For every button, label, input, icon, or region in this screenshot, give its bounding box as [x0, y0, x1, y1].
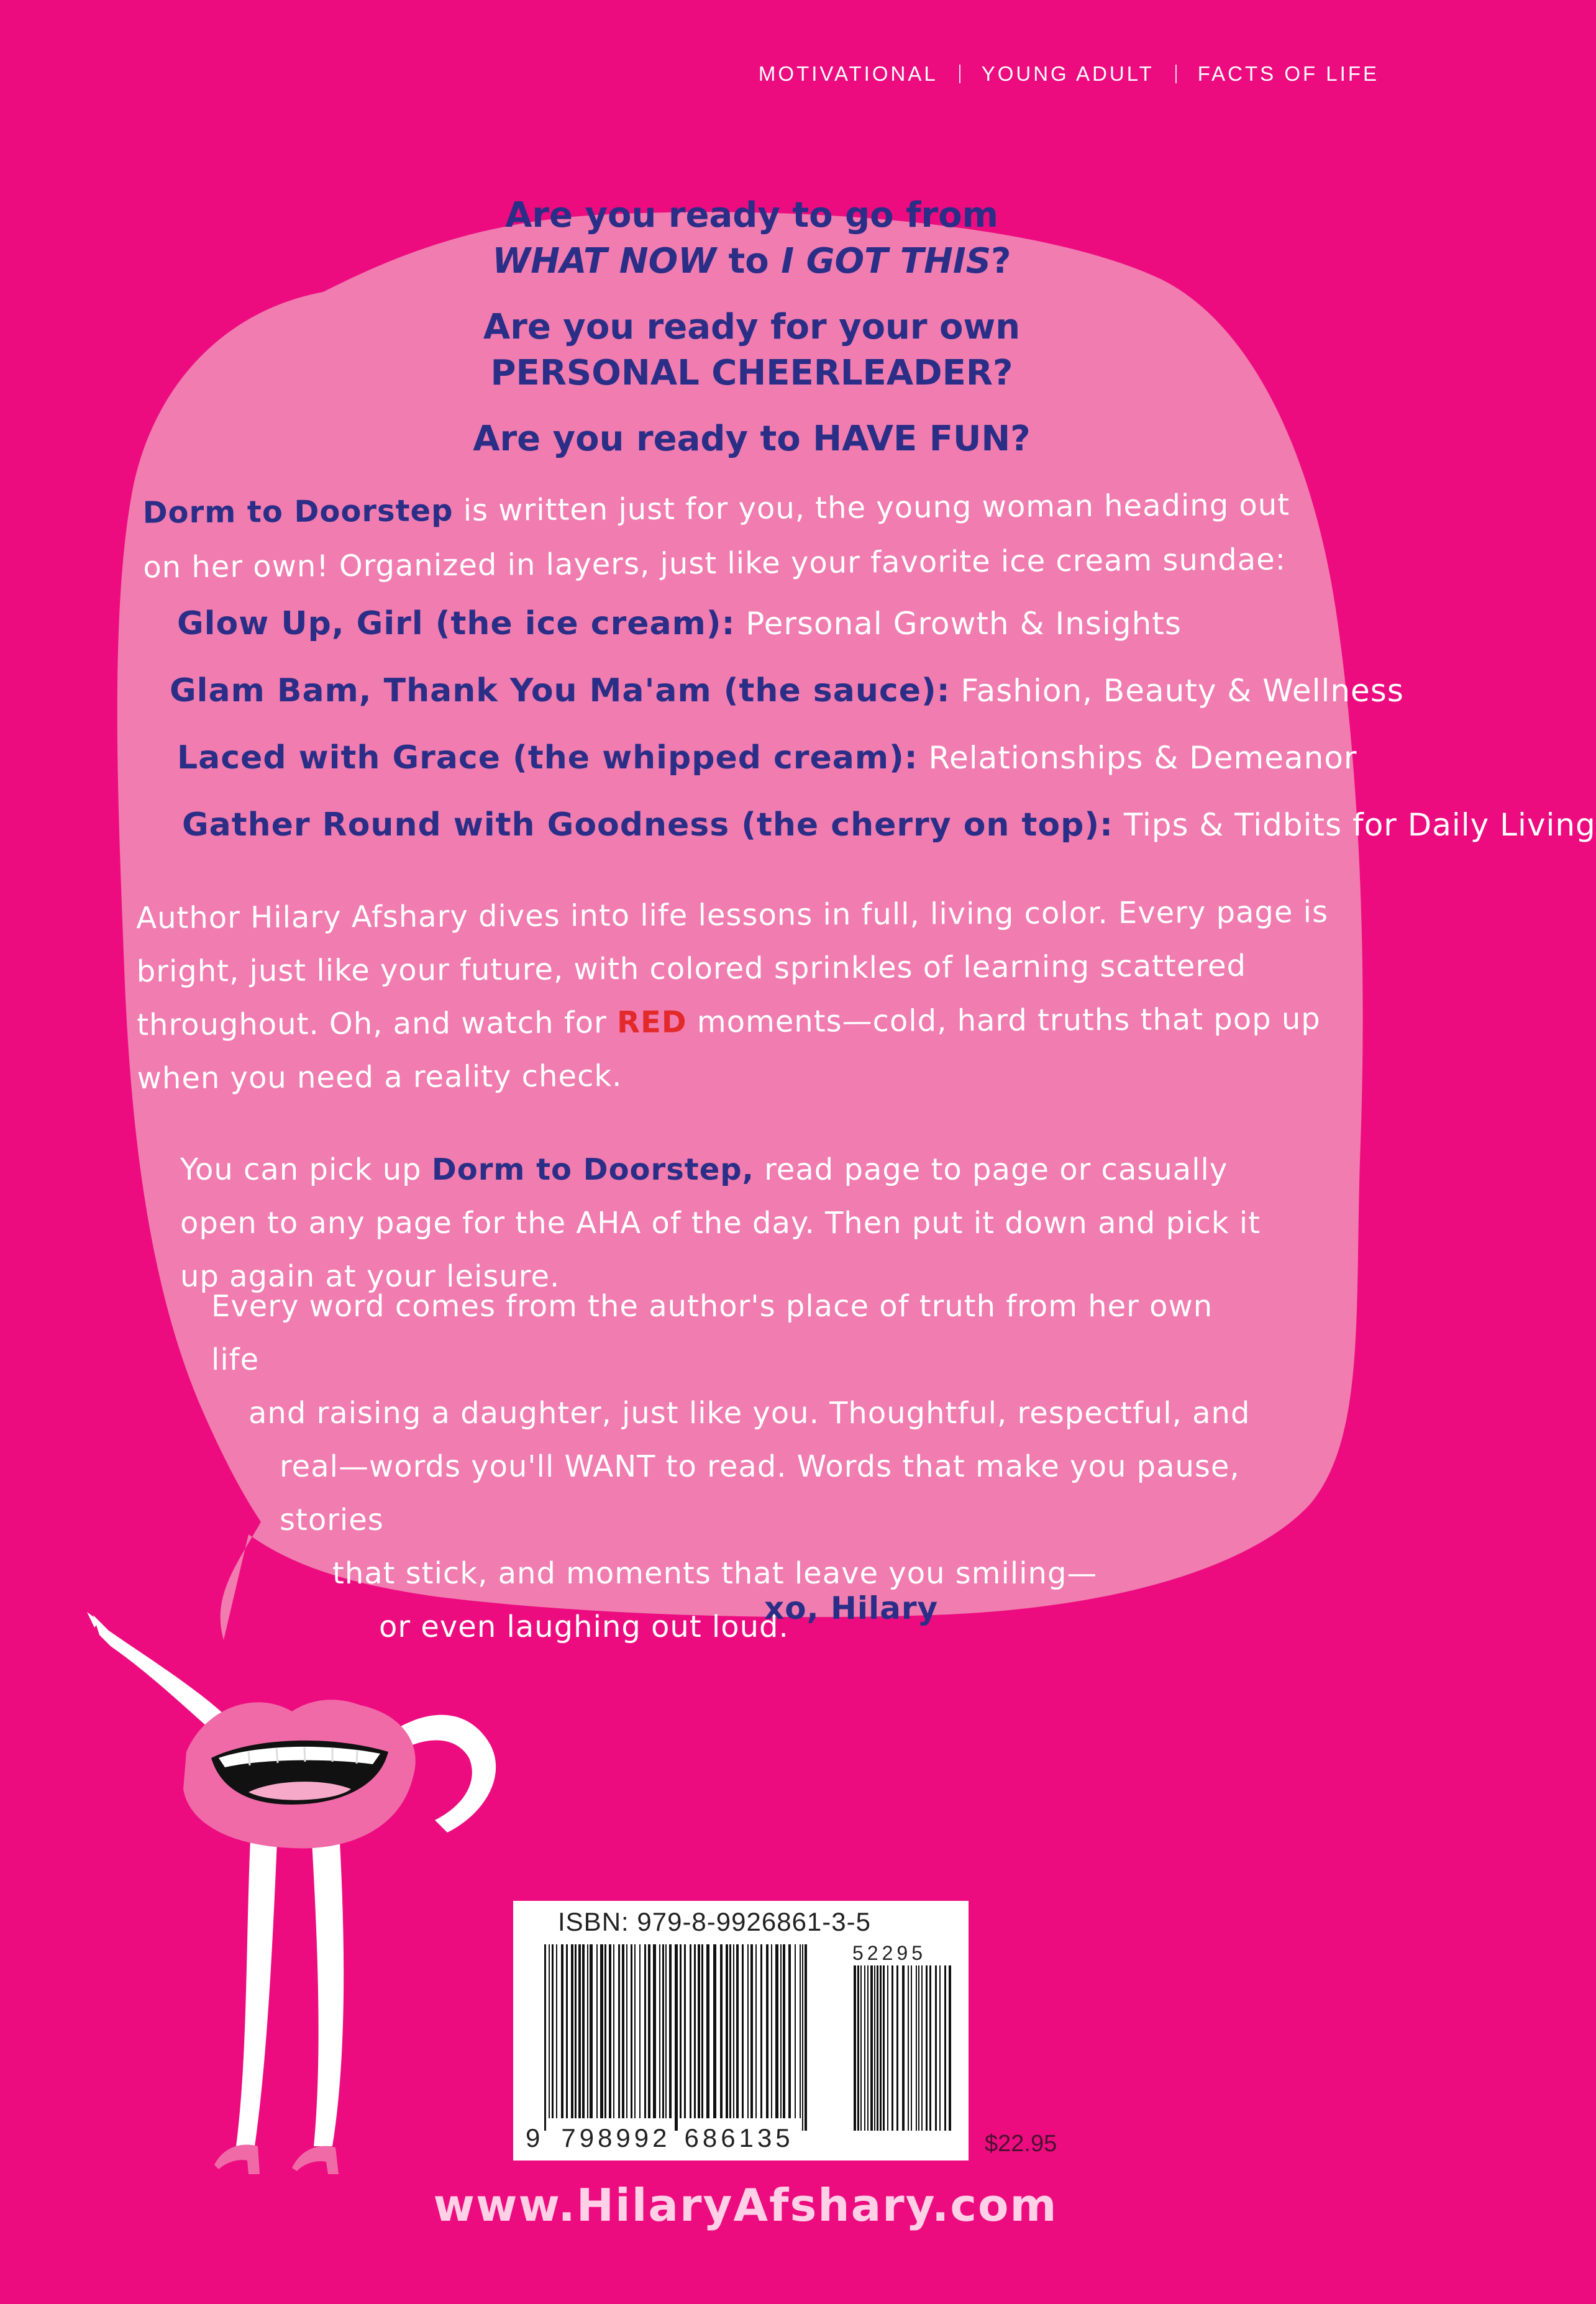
to-text: to [728, 241, 769, 281]
author-paragraph [136, 885, 1367, 1105]
layers-list [170, 590, 1596, 858]
category-motivational: MOTIVATIONAL [758, 62, 938, 85]
author-text-1: Author Hilary Afshary dives into life lessons in full, living color. Every page is bright, just like your future, with colored sprinkles of learning scattered throughout. Oh, and watch for [136, 895, 1329, 1043]
truth-line: Every word comes from the author's place of truth from her own life [211, 1289, 1213, 1377]
category-facts-of-life: FACTS OF LIFE [1197, 62, 1379, 85]
book-title-inline: Dorm to Doorstep [142, 493, 454, 530]
ean-first-digit: 9 [526, 2123, 544, 2152]
isbn-text: ISBN: 979-8-9926861-3-5 [558, 1907, 871, 1936]
question-1-line-1: Are you ready to go from [505, 195, 998, 235]
character-leg-left [236, 1814, 278, 2146]
intro-text: is written just for you, the young woman heading out on her own! Organized in layers, just like your favorite ice cream sundae: [143, 487, 1290, 585]
intro-paragraph [142, 477, 1311, 594]
layer-name: Glow Up, Girl (the ice cream): [177, 605, 736, 642]
layer-name: Gather Round with Goodness (the cherry on top): [182, 806, 1113, 844]
layer-desc: Fashion, Beauty & Wellness [950, 673, 1404, 709]
price: $22.95 [985, 2131, 1057, 2157]
barcode-box [513, 1901, 969, 2161]
question-2-line-1: Are you ready for your own [483, 307, 1021, 347]
question-3-bold: HAVE FUN? [813, 419, 1031, 459]
author-text-2: moments—cold, hard truths that pop up when you need a reality check. [137, 1001, 1321, 1096]
question-2-line-2: PERSONAL CHEERLEADER? [490, 353, 1013, 393]
hero-questions [335, 193, 1168, 462]
category-young-adult: YOUNG ADULT [981, 62, 1154, 85]
layer-desc: Tips & Tidbits for Daily Living [1113, 807, 1596, 843]
layer-name: Laced with Grace (the whipped cream): [177, 739, 918, 776]
truth-line: real—words you'll WANT to read. Words that make you pause, stories [280, 1449, 1240, 1537]
signoff: xo, Hilary [764, 1590, 939, 1626]
ean-left-digits: 798992 [561, 2123, 671, 2152]
truth-line: or even laughing out loud. [379, 1610, 789, 1644]
barcode-bars [513, 1901, 969, 2161]
truth-line: that stick, and moments that leave you smiling— [332, 1556, 1098, 1591]
layer-desc: Personal Growth & Insights [735, 606, 1182, 642]
layer-item [182, 791, 1596, 858]
got-this-text: I GOT THIS [781, 241, 992, 281]
truth-line: and raising a daughter, just like you. Thoughtful, respectful, and [249, 1396, 1251, 1431]
what-now-text: WHAT NOW [492, 241, 716, 281]
layer-item [170, 657, 1404, 724]
book-title-inline-2: Dorm to Doorstep, [431, 1152, 754, 1187]
question-mark: ? [991, 241, 1011, 281]
character-shoe-left [214, 2145, 260, 2174]
layer-item [177, 724, 1357, 791]
red-highlight: RED [616, 1004, 687, 1040]
question-3-start: Are you ready to [473, 419, 813, 459]
ean-digits [526, 2123, 794, 2153]
ean-right-digits: 686135 [684, 2123, 794, 2152]
supplement-digits: 52295 [852, 1942, 926, 1964]
layer-desc: Relationships & Demeanor [918, 740, 1357, 776]
truth-paragraph [211, 1280, 1267, 1654]
layer-item [177, 590, 1357, 657]
pickup-text-2: read page to page or casually open to any page for the AHA of the day. Then put it down and pick it up again at your leisure. [180, 1152, 1261, 1294]
question-1-line-2 [335, 239, 1168, 285]
character-shoe-right [292, 2146, 339, 2174]
question-3 [335, 416, 1168, 462]
pickup-text-1: You can pick up [180, 1152, 432, 1187]
layer-name: Glam Bam, Thank You Ma'am (the sauce): [170, 672, 951, 709]
website-link[interactable]: www.HilaryAfshary.com [433, 2179, 1058, 2231]
character-leg-right [311, 1820, 344, 2146]
